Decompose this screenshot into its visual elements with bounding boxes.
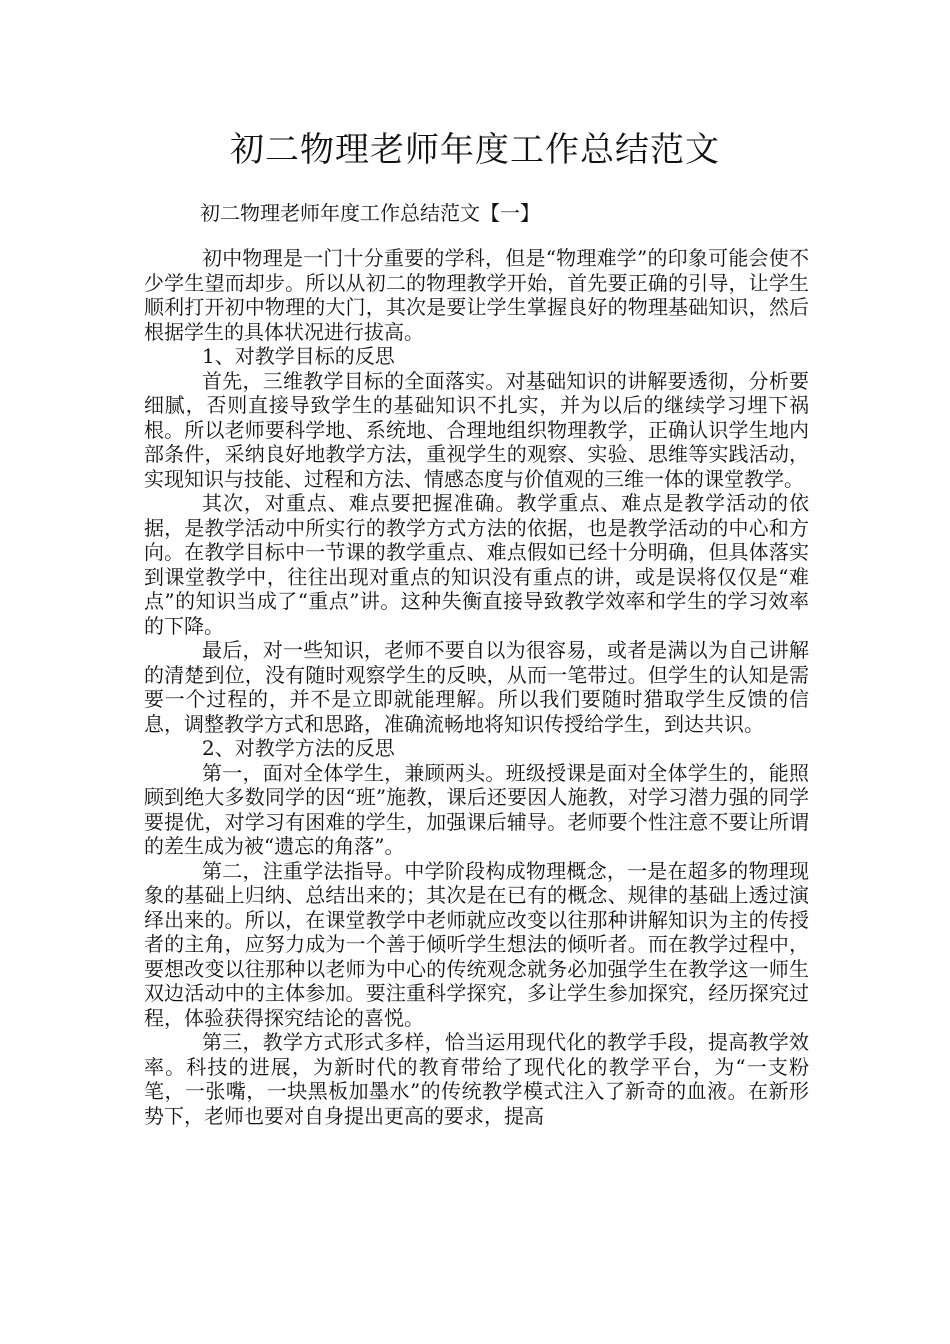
paragraph-first: 首先，三维教学目标的全面落实。对基础知识的讲解要透彻，分析要细腻，否则直接导致学生的基础知识不扎实，并为以后的继续学习埋下祸根。所以老师要科学地、系统地、合理地组织物理教学，正确认识学生地内部条件，采纳良好地教学方法，重视学生的观察、实验、思维等实践活动，实现知识与技能、过程和方法、情感态度与价值观的三维一体的课堂教学。 (144, 368, 809, 491)
section-subtitle: 初二物理老师年度工作总结范文【一】 (200, 201, 540, 225)
paragraph-last: 最后，对一些知识，老师不要自以为很容易，或者是满以为自己讲解的清楚到位，没有随时观察学生的反映，从而一笔带过。但学生的认知是需要一个过程的，并不是立即就能理解。所以我们要随时猎取学生反馈的信息，调整教学方式和思路，准确流畅地将知识传授给学生，到达共识。 (144, 638, 809, 736)
paragraph-method-three: 第三，教学方式形式多样，恰当运用现代化的教学手段，提高教学效率。科技的进展，为新时代的教育带给了现代化的教学平台，为“一支粉笔，一张嘴，一块黑板加墨水”的传统教学模式注入了新奇的血液。在新形势下，老师也要对自身提出更高的要求，提高 (144, 1030, 809, 1128)
paragraph-method-one: 第一，面对全体学生，兼顾两头。班级授课是面对全体学生的，能照顾到绝大多数同学的因“班”施教，课后还要因人施教，对学习潜力强的同学要提优，对学习有困难的学生，加强课后辅导。老师要个性注意不要让所谓的差生成为被“遗忘的角落”。 (144, 760, 809, 858)
document-title: 初二物理老师年度工作总结范文 (230, 130, 720, 170)
heading-teaching-methods: 2、对教学方法的反思 (202, 736, 395, 760)
heading-teaching-goals: 1、对教学目标的反思 (202, 344, 395, 368)
paragraph-second: 其次，对重点、难点要把握准确。教学重点、难点是教学活动的依据，是教学活动中所实行的教学方式方法的依据，也是教学活动的中心和方向。在教学目标中一节课的教学重点、难点假如已经十分明确，但具体落实到课堂教学中，往往出现对重点的知识没有重点的讲，或是误将仅仅是“难点”的知识当成了“重点”讲。这种失衡直接导致教学效率和学生的学习效率的下降。 (144, 491, 809, 638)
paragraph-intro: 初中物理是一门十分重要的学科，但是“物理难学”的印象可能会使不少学生望而却步。所以从初二的物理教学开始，首先要正确的引导，让学生顺利打开初中物理的大门，其次是要让学生掌握良好的物理基础知识，然后根据学生的具体状况进行拔高。 (144, 246, 809, 344)
document-body (144, 246, 809, 1128)
paragraph-method-two: 第二，注重学法指导。中学阶段构成物理概念，一是在超多的物理现象的基础上归纳、总结出来的；其次是在已有的概念、规律的基础上透过演绎出来的。所以，在课堂教学中老师就应改变以往那种讲解知识为主的传授者的主角，应努力成为一个善于倾听学生想法的倾听者。而在教学过程中，要想改变以往那种以老师为中心的传统观念就务必加强学生在教学这一师生双边活动中的主体参加。要注重科学探究，多让学生参加探究，经历探究过程，体验获得探究结论的喜悦。 (144, 858, 809, 1030)
